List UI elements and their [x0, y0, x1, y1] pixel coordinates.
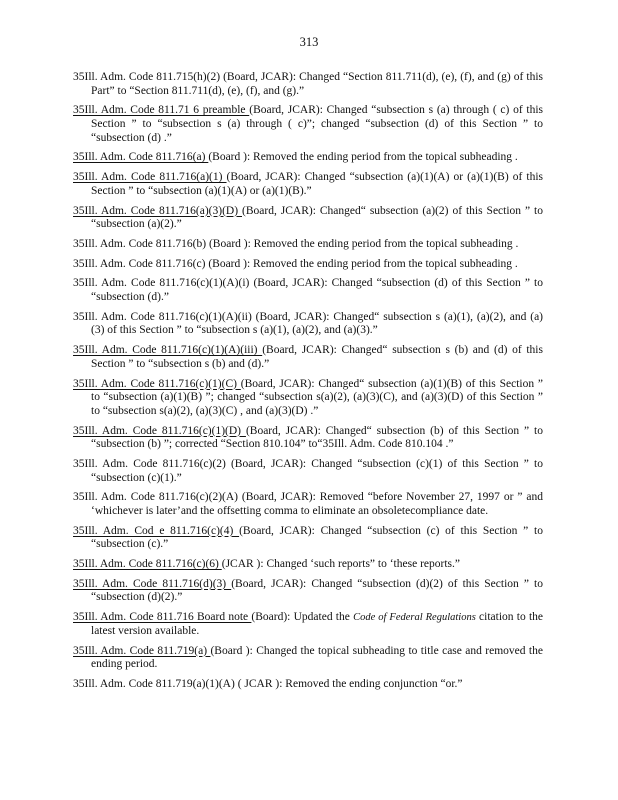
citation: 35Ill. Adm. Code 811.716(c)(1)(D) [73, 424, 246, 437]
list-item [73, 578, 543, 605]
citation: 35Ill. Adm. Code 811.716(d)(3) [73, 577, 232, 590]
entry-text: (Board ): Removed the ending period from the topical subheading . [208, 151, 518, 164]
citation: 35Ill. Adm. Code 811.71 6 preamble [73, 104, 250, 117]
entry-text: (Board, JCAR): Changed“ subsection s (b) and (d) of this Section ” to “subsection s (b) and (d).” [91, 344, 543, 370]
entry-text: (Board, JCAR): Changed “subsection (c) of this Section ” to “subsection (c).” [91, 524, 543, 551]
list-item [73, 378, 543, 419]
citation: 35Ill. Adm. Code 811.716 Board note [73, 611, 252, 624]
list-item [73, 71, 543, 98]
list-item [73, 645, 543, 672]
entry-text: 35Ill. Adm. Code 811.716(c)(1)(A)(i) (Board, JCAR): Changed “subsection (d) of this Section ” to “subsection (d).” [73, 277, 543, 304]
list-item [73, 678, 543, 692]
entry-text: (Board ): Changed the topical subheading to title case and removed the ending period. [91, 644, 543, 671]
list-item [73, 458, 543, 485]
entry-text: (Board, JCAR): Changed “subsection s (a) through ( c) of this Section ” to “subsection s (a) through ( c)”; changed “subsection (d) of this Section ” to “subsection (d) .” [91, 104, 543, 144]
list-item [73, 258, 543, 272]
entry-text: 35Ill. Adm. Code 811.719(a)(1)(A) ( JCAR ): Removed the ending conjunction “or.” [73, 677, 463, 690]
list-item [73, 425, 543, 452]
list-item [73, 491, 543, 518]
citation: 35Ill. Adm. Code 811.716(c)(6) [73, 558, 222, 571]
entry-text: citation to the latest version available. [91, 611, 543, 637]
list-item [73, 171, 543, 198]
citation: 35Ill. Adm. Cod e 811.716(c)(4) [73, 524, 240, 537]
entry-text: (Board, JCAR): Changed“ subsection (a)(1)(B) of this Section ” to “subsection (a)(1)(B) ”; changed “subsection s(a)(2), (a)(3)(C), and (a)(3)(D) of this Section ” to “subsection s(a)(2), (a)(3)(C) , and (a)(3)(D) .” [91, 377, 543, 417]
citation: 35Ill. Adm. Code 811.716(a) [73, 151, 209, 164]
entry-text: 35Ill. Adm. Code 811.716(c) (Board ): Removed the ending period from the topical subheading . [73, 257, 518, 270]
list-item [73, 151, 543, 165]
entry-text: 35Ill. Adm. Code 811.716(b) (Board ): Removed the ending period from the topical subheading . [73, 237, 519, 250]
list-item [73, 311, 543, 338]
entry-text: (Board, JCAR): Changed “subsection (a)(1)(A) or (a)(1)(B) of this Section ” to “subsection (a)(1)(A) or (a)(1)(B).” [91, 171, 544, 197]
entry-text: (Board, JCAR): Changed“ subsection (b) of this Section ” to “subsection (b) ”; corrected “Section 810.104” to“35Ill. Adm. Code 810.104 .” [91, 424, 543, 451]
list-item [73, 238, 543, 252]
list-item [73, 558, 543, 572]
list-item [73, 525, 543, 552]
citation: 35Ill. Adm. Code 811.716(a)(3)(D) [73, 204, 243, 217]
cfr-title: Code of Federal Regulations [353, 612, 476, 624]
entry-text: 35Ill. Adm. Code 811.716(c)(1)(A)(ii) (Board, JCAR): Changed“ subsection s (a)(1), (a)(2), and (a)(3) of this Section ” to “subsection s (a)(1), (a)(2), and (a)(3).” [73, 310, 543, 337]
amendment-list [73, 71, 543, 698]
citation: 35Ill. Adm. Code 811.719(a) [73, 644, 211, 657]
entry-text: (Board): Updated the [251, 611, 354, 624]
list-item [73, 344, 543, 371]
list-item [73, 277, 543, 304]
citation: 35Ill. Adm. Code 811.716(c)(1)(A)(iii) [73, 344, 263, 357]
entry-text: 35Ill. Adm. Code 811.716(c)(2)(A) (Board, JCAR): Removed “before November 27, 1997 or ” and ‘whichever is later’and the offsetting comma to eliminate an obsoletecompliance date. [73, 491, 543, 517]
entry-text: (Board, JCAR): Changed“ subsection (a)(2) of this Section ” to “subsection (a)(2).” [91, 204, 543, 231]
list-item [73, 104, 543, 145]
citation: 35Ill. Adm. Code 811.716(c)(1)(C) [73, 377, 241, 390]
entry-text: (JCAR ): Changed ‘such reports” to ‘these reports.” [221, 558, 460, 571]
entry-text: 35Ill. Adm. Code 811.715(h)(2) (Board, JCAR): Changed “Section 811.711(d), (e), (f), and (g) of this Part” to “Section 811.711(d), (e), (f), and (g).” [73, 71, 543, 97]
entry-text: 35Ill. Adm. Code 811.716(c)(2) (Board, JCAR): Changed “subsection (c)(1) of this Section ” to “subsection (c)(1).” [73, 457, 543, 484]
entry-text: (Board, JCAR): Changed “subsection (d)(2) of this Section ” to “subsection (d)(2).” [91, 577, 543, 604]
list-item [73, 611, 543, 638]
citation: 35Ill. Adm. Code 811.716(a)(1) [73, 171, 227, 184]
page-number: 313 [299, 35, 319, 49]
list-item [73, 205, 543, 232]
